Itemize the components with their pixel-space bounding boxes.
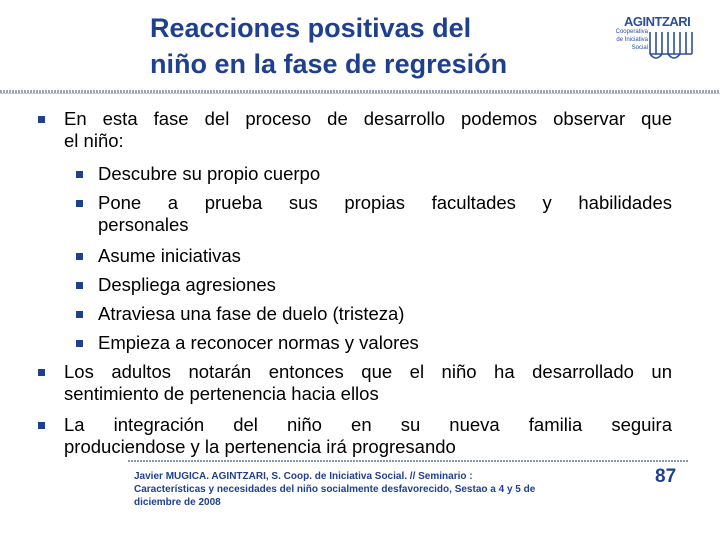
- bullet-square-icon: [76, 340, 83, 347]
- logo-subtitle: [604, 28, 648, 52]
- bullet-text: sentimiento de pertenencia hacia ellos: [64, 383, 379, 404]
- sub-bullet-text: personales: [98, 214, 189, 235]
- sub-bullet-text: Asume iniciativas: [98, 245, 241, 266]
- footer-line-1: Javier MUGICA. AGINTZARI, S. Coop. de Iniciativa Social. // Seminario :: [134, 471, 473, 482]
- sub-bullet-item: [76, 303, 672, 325]
- bullet-item: [38, 414, 672, 458]
- footer-citation: [134, 470, 634, 509]
- sub-bullet-item: [76, 245, 672, 267]
- bullet-text: La integración del niño en su nueva familia seguira: [64, 414, 672, 435]
- footer-line-3: diciembre de 2008: [134, 497, 221, 508]
- logo-subtitle-line-3: Social: [631, 45, 648, 51]
- logo-subtitle-line-2: de Iniciativa: [616, 37, 648, 43]
- logo-figures-icon: [648, 28, 698, 64]
- sub-bullet-text: Despliega agresiones: [98, 274, 276, 295]
- logo-subtitle-line-1: Cooperativa: [615, 29, 648, 35]
- sub-bullet-text: Atraviesa una fase de duelo (tristeza): [98, 303, 405, 324]
- page-number: 87: [655, 466, 677, 487]
- footer-line-2: Características y necesidades del niño socialmente desfavorecido, Sestao a 4 y 5 de: [134, 484, 536, 495]
- bullet-item: [38, 361, 672, 405]
- sub-bullet-item: [76, 163, 672, 185]
- sub-bullet-item: [76, 332, 672, 354]
- bullet-item: [42, 108, 672, 152]
- slide-title: [150, 10, 590, 82]
- bullet-square-icon: [76, 311, 83, 318]
- sub-bullet-item: [76, 192, 672, 236]
- sub-bullet-text: Pone a prueba sus propias facultades y habilidades: [98, 192, 672, 213]
- bullet-square-icon: [76, 200, 83, 207]
- bullet-square-icon: [38, 422, 45, 429]
- sub-bullet-text: Descubre su propio cuerpo: [98, 163, 321, 184]
- title-line-2: niño en la fase de regresión: [150, 49, 508, 79]
- title-line-1: Reacciones positivas del: [150, 13, 472, 43]
- bullet-square-icon: [38, 369, 45, 376]
- logo-brand-text: AGINTZARI: [624, 14, 691, 29]
- bullet-text: produciendose y la pertenencia irá progresando: [64, 436, 456, 457]
- bullet-text: Los adultos notarán entonces que el niño ha desarrollado un: [64, 361, 672, 382]
- bullet-square-icon: [76, 171, 83, 178]
- title-divider: [0, 90, 720, 93]
- bullet-square-icon: [76, 282, 83, 289]
- bullet-text: En esta fase del proceso de desarrollo podemos observar que: [64, 108, 672, 129]
- sub-bullet-item: [76, 274, 672, 296]
- sub-bullet-text: Empieza a reconocer normas y valores: [98, 332, 419, 353]
- bullet-square-icon: [76, 253, 83, 260]
- footer-divider: [128, 460, 688, 462]
- agintzari-logo: [600, 14, 700, 76]
- bullet-square-icon: [38, 116, 45, 123]
- bullet-text: el niño:: [64, 130, 124, 151]
